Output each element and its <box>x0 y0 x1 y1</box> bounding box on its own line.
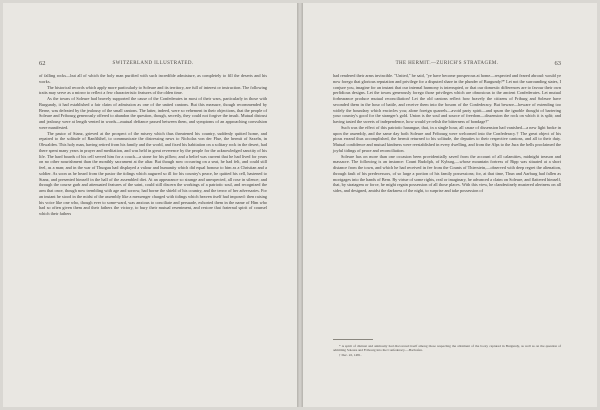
left-page <box>3 3 297 407</box>
right-header-title: THE HERMIT.—ZURICH'S STRATAGEM. <box>395 61 499 66</box>
right-page <box>303 3 597 407</box>
right-running-header <box>333 61 561 69</box>
left-body-text <box>39 73 267 217</box>
left-running-header <box>39 61 267 69</box>
paragraph: The pastor of Stanz, grieved at the prospect of the misery which thus threatened his country, suddenly quitted home, and repaired to the solitude of Ranftlühel, to communicate the distressing news to Nicholas von der Flue, the hermit of Saxeln, in Obwalden. This holy man, having retired from his family and the world, and fixed his habitation on a solitary rock in the desert, had there spent many years in prayer and meditation, and was held in great reverence by the people for the acknowledged sanctity of his life. The hard boards of his cell served him for a couch—a stone for his pillow; and a belief was current that he had lived for years on no other nourishment than the monthly sacrament at the altar. But though now occurring on a seat, he had felt, and could still feel, as a man; and in the war of Thurgau had displayed a valour and humanity which did equal honour to him as a Christian and a soldier. As soon as he heard from the pastor the tidings which augured so ill for his country's peace, he quitted his cell, hastened to Stanz, and presented himself in the hall of the assembled diet. At an appearance so strange and unexpected, all rose in silence; and through the course garb and attenuated features of the saint, could still discern the workings of a patriotic soul, and recognized the arm that once, though now trembling with age and sorrow, had borne the shield of his country, and the terror of her adversaries. For an instant he stood in the midst of the assembly like a messenger charged with tidings which heaven itself had imposed: then raising his voice like one who, though ever to some-ward, was anxious to conciliate and persuade, exhorted them in the name of Him who had so often given them and their fathers the victory, to bury their mutual resentment, and restore that fraternal spirit of counsel which their fathers <box>39 130 267 216</box>
left-page-number: 62 <box>39 60 46 67</box>
footnote-rule <box>333 339 373 340</box>
right-page-number: 63 <box>554 60 561 67</box>
footnotes <box>333 339 561 357</box>
paragraph: Such was the effect of this patriotic harangue, that, in a single hour, all cause of dissension had vanished—a new light broke in upon the assembly, and the same day both Soleure and Fribourg were welcomed into the Confederacy.† The great object of his pious errand thus accomplished, the hermit returned to his solitude, the deputies to their respective cantons, and all to their duty. Mutual confidence and mutual kindness were reestablished in every dwelling, and from the Alps to the Jura the bells proclaimed the joyful tidings of peace and reconciliation. <box>333 124 561 153</box>
paragraph: The historical records which apply more particularly to Soleure and its territory, are full of interest or instruction. The following traits may serve as a mirror to reflect a few characteristic features of the olden time. <box>39 84 267 96</box>
footnote: † Dec. 22, 1481. <box>339 352 362 357</box>
paragraph: had rendered their arms invincible. "United," he said, "ye have become prosperous at home—respected and feared abroad: would ye now forego that glorious reputation and privilege for a disputed share in the plunder of Burgundy?* Let not the surrounding states, I conjure you, imagine for an instant that our internal harmony is interrupted, or that our domestic differences are to favour their own perfidious designs. Let the towns generously forego those privileges which are obnoxious to the ancient Confederates. Let mutual forbearance produce mutual reconciliation! Let the old cantons reflect how bravely the citizens of Friburg and Soleure have seconded them in the hour of battle, and receive them into the bosom of the Confederacy. But beware—beware of extending too widely the boundary which encircles you; alone foreign quarrels—avoid party spirit—and spurn the ignoble thought of bartering your country's good for the stranger's gold. Union is the soul and source of freedom—dissension the rock on which it is split; and having tasted the sweets of independence, how would ye relish the bitterness of bondage?" <box>333 73 561 124</box>
book-spread <box>3 3 597 407</box>
left-header-title: SWITZERLAND ILLUSTRATED. <box>112 61 194 66</box>
paragraph: As the towns of Soleure had bravely supported the cause of the Confederates in most of their wars, particularly in those with Burgundy, it had established a fair claim of admission as one of the united cantons. But this measure, though recommended by Berne, was defeated by the jealousy of the small cantons. The latter, indeed, were so vehement in their objections, that the people of Soleure and Fribourg generously offered to abandon the question, though, secretly, they could not forgive the insult. Mutual distrust and jealousy were at length vented in words—mutual defiance passed between them, and symptoms of an approaching convulsion were manifested. <box>39 96 267 130</box>
paragraph: of falling rocks—but all of which the holy man purified with such incredible admixture, as completely to fill the deserts and his works. <box>39 73 267 84</box>
footnote: * A spirit of distrust and animosity had discovered itself among those respecting the allotment of the booty captured in Burgundy, as well as on the question of admitting Soleure and Fribourg into the Confederacy.—Bachofen. <box>333 344 561 353</box>
right-body-text <box>333 73 561 194</box>
paragraph: Soleure has on more than one occasion been providentially saved from the account of all calamities, midnight treason and massacre. The following is an instance: Count Rudolph, of Kyburg,—whose mountain fortress of Bipp was situated at a short distance from the town, and which he had received in fee from the Counts of Thierstein,—observed with deep regret the alienation, through fault of his predecessors, of so large a portion of his family possessions; for, at that time, Thun and Aarburg had fallen as mortgages into the hands of Bern. By virtue of some rights, real or imaginary, he advanced a claim on Soleure, and flattered himself, that, by stratagem or force, he might regain possession of all those places. With this view, he clandestinely mustered alertness on all sides, and designed, amidst the darkness of the night, to surprise and take possession of <box>333 153 561 193</box>
